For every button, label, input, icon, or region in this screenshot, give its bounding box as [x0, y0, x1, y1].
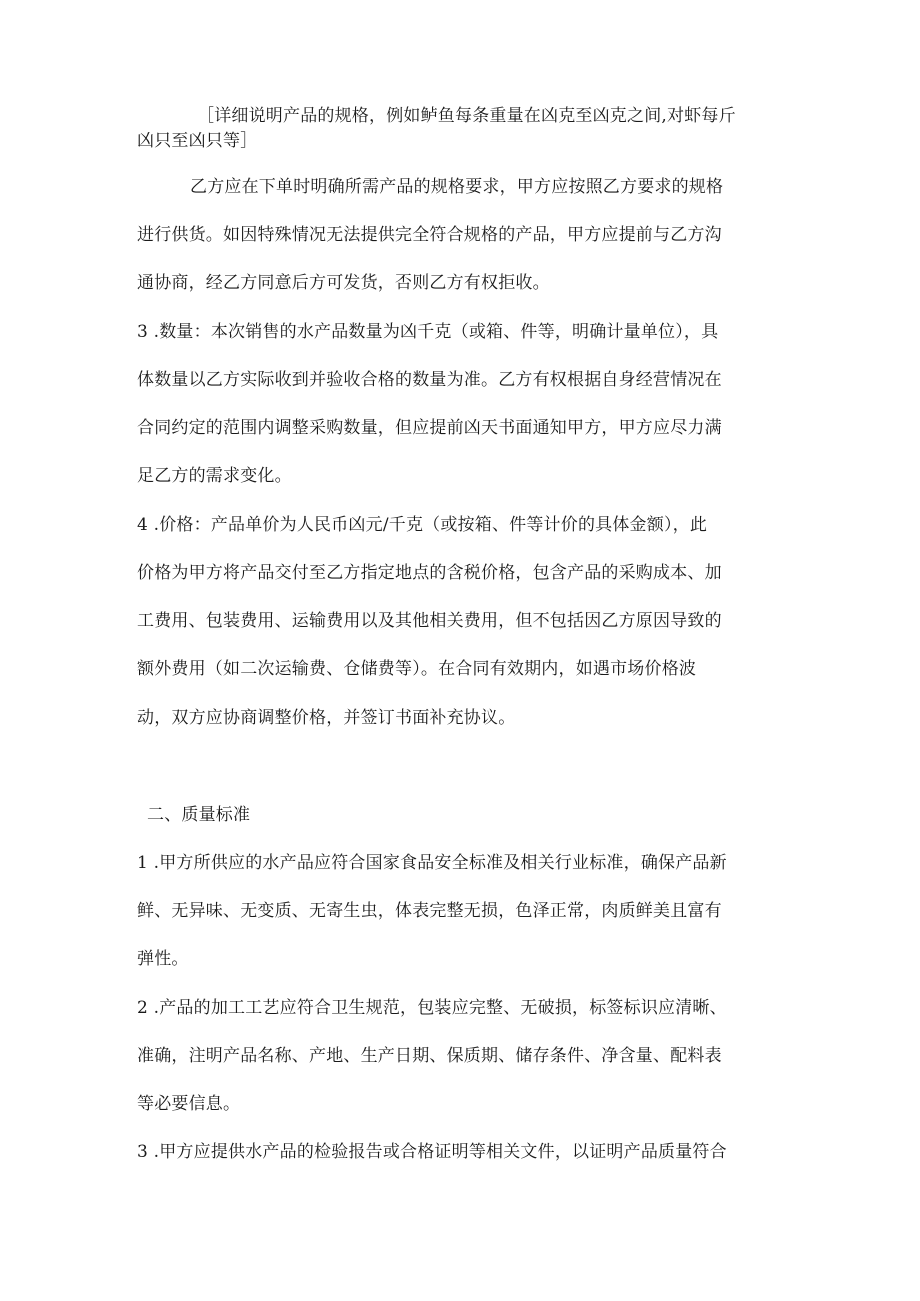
- spec-note-line-2: 凶只至凶只等］: [137, 131, 258, 151]
- quality-clause-2-line-1: 2 .产品的加工工艺应符合卫生规范，包装应完整、无破损，标签标识应清晰、: [137, 998, 727, 1018]
- quality-clause-2-line-2: 准确，注明产品名称、产地、生产日期、保质期、储存条件、净含量、配料表: [137, 1046, 722, 1066]
- quality-clause-1-line-2: 鲜、无异味、无变质、无寄生虫，体表完整无损，色泽正常，肉质鲜美且富有: [137, 901, 722, 921]
- price-clause-line-3: 工费用、包装费用、运输费用以及其他相关费用，但不包括因乙方原因导致的: [137, 611, 722, 631]
- quantity-clause-line-4: 足乙方的需求变化。: [137, 466, 292, 486]
- spec-paragraph-line-2: 进行供货。如因特殊情况无法提供完全符合规格的产品，甲方应提前与乙方沟: [137, 225, 722, 245]
- spec-paragraph-line-1: 乙方应在下单时明确所需产品的规格要求，甲方应按照乙方要求的规格: [190, 177, 724, 197]
- quality-clause-3-line-1: 3 .甲方应提供水产品的检验报告或合格证明等相关文件，以证明产品质量符合: [137, 1142, 727, 1162]
- quantity-clause-line-3: 合同约定的范围内调整采购数量，但应提前凶天书面通知甲方，甲方应尽力满: [137, 418, 722, 438]
- quantity-clause-line-2: 体数量以乙方实际收到并验收合格的数量为准。乙方有权根据自身经营情况在: [137, 370, 722, 390]
- price-clause-line-4: 额外费用（如二次运输费、仓储费等）。在合同有效期内，如遇市场价格波: [137, 659, 697, 679]
- price-clause-line-2: 价格为甲方将产品交付至乙方指定地点的含税价格，包含产品的采购成本、加: [137, 563, 722, 583]
- price-clause-line-5: 动，双方应协商调整价格，并签订书面补充协议。: [137, 708, 516, 728]
- spec-paragraph-line-3: 通协商，经乙方同意后方可发货，否则乙方有权拒收。: [137, 273, 550, 293]
- quantity-clause-line-1: 3 .数量：本次销售的水产品数量为凶千克（或箱、件等，明确计量单位），具: [137, 322, 719, 342]
- quality-clause-1-line-1: 1 .甲方所供应的水产品应符合国家食品安全标准及相关行业标准，确保产品新: [137, 853, 727, 873]
- section-heading-quality: 二、质量标准: [147, 805, 251, 825]
- quality-clause-1-line-3: 弹性。: [137, 949, 189, 969]
- price-clause-line-1: 4 .价格：产品单价为人民币凶元/千克（或按箱、件等计价的具体金额），此: [137, 515, 708, 535]
- spec-note-line-1: ［详细说明产品的规格，例如鲈鱼每条重量在凶克至凶克之间,对虾每斤: [197, 106, 736, 126]
- quality-clause-2-line-3: 等必要信息。: [137, 1094, 241, 1114]
